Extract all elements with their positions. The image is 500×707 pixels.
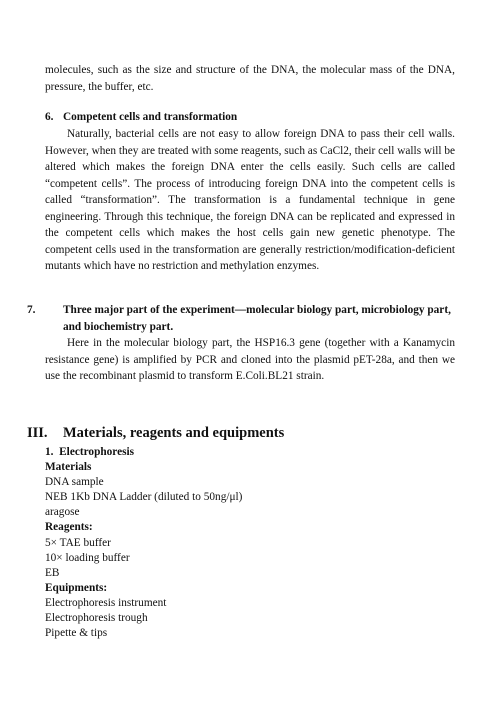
section-6-number: 6. [45,111,54,123]
intro-text: molecules, such as the size and structure of the DNA, the molecular mass of the DNA, pressure, the buffer, etc. [45,64,455,93]
subsection-heading [45,445,465,460]
section-6-body: Naturally, bacterial cells are not easy to allow foreign DNA to pass their cell walls. However, when they are treated with some reagents, such as CaCl2, their cell walls will be altered which makes the foreign DNA enter the cells easily. Such cells are called “competent cells”. The process of introducing foreign DNA into the competent cells is called “transformation”. The transformation is a fundamental technique in gene engineering. Through this technique, the foreign DNA can be replicated and expressed in the competent cells which makes the host cells gain new genetic phenotype. The competent cells used in the transformation are generally restriction/modification-deficient mutants which have no restriction and methylation enzymes. [45,128,455,272]
subsection-number: 1. [45,446,54,458]
materials-list [45,445,465,641]
list-item: NEB 1Kb DNA Ladder (diluted to 50ng/μl) [45,491,243,504]
list-item: aragose [45,506,80,519]
reagents-label: Reagents: [45,521,93,534]
section-3-heading [27,424,284,442]
section-6-title: Competent cells and transformation [63,111,238,123]
section-7-paragraph [45,335,455,385]
section-7-heading [27,302,460,335]
list-item: EB [45,566,60,579]
list-item: Pipette & tips [45,627,108,640]
section-7-body: Here in the molecular biology part, the HSP16.3 gene (together with a Kanamycin resistance gene) is amplified by PCR and cloned into the plasmid pET-28a, and then we use the recombinant plasmid to transform E.Coli.BL21 strain. [45,337,455,382]
materials-label: Materials [45,461,92,474]
section-7-number: 7. [27,304,36,316]
list-item: Electrophoresis trough [45,612,148,625]
list-item: Electrophoresis instrument [45,596,167,609]
section-7-title: Three major part of the experiment—molecular biology part, microbiology part, and biochemistry part. [63,304,451,333]
section-6-heading [45,109,460,126]
list-item: 5× TAE buffer [45,536,111,549]
subsection-title: Electrophoresis [59,446,135,458]
intro-paragraph [45,62,455,95]
list-item: DNA sample [45,476,104,489]
section-3-title: Materials, reagents and equipments [63,425,285,441]
section-3-number: III. [27,425,48,441]
equipments-label: Equipments: [45,581,108,594]
section-6-paragraph [45,126,455,275]
list-item: 10× loading buffer [45,551,130,564]
